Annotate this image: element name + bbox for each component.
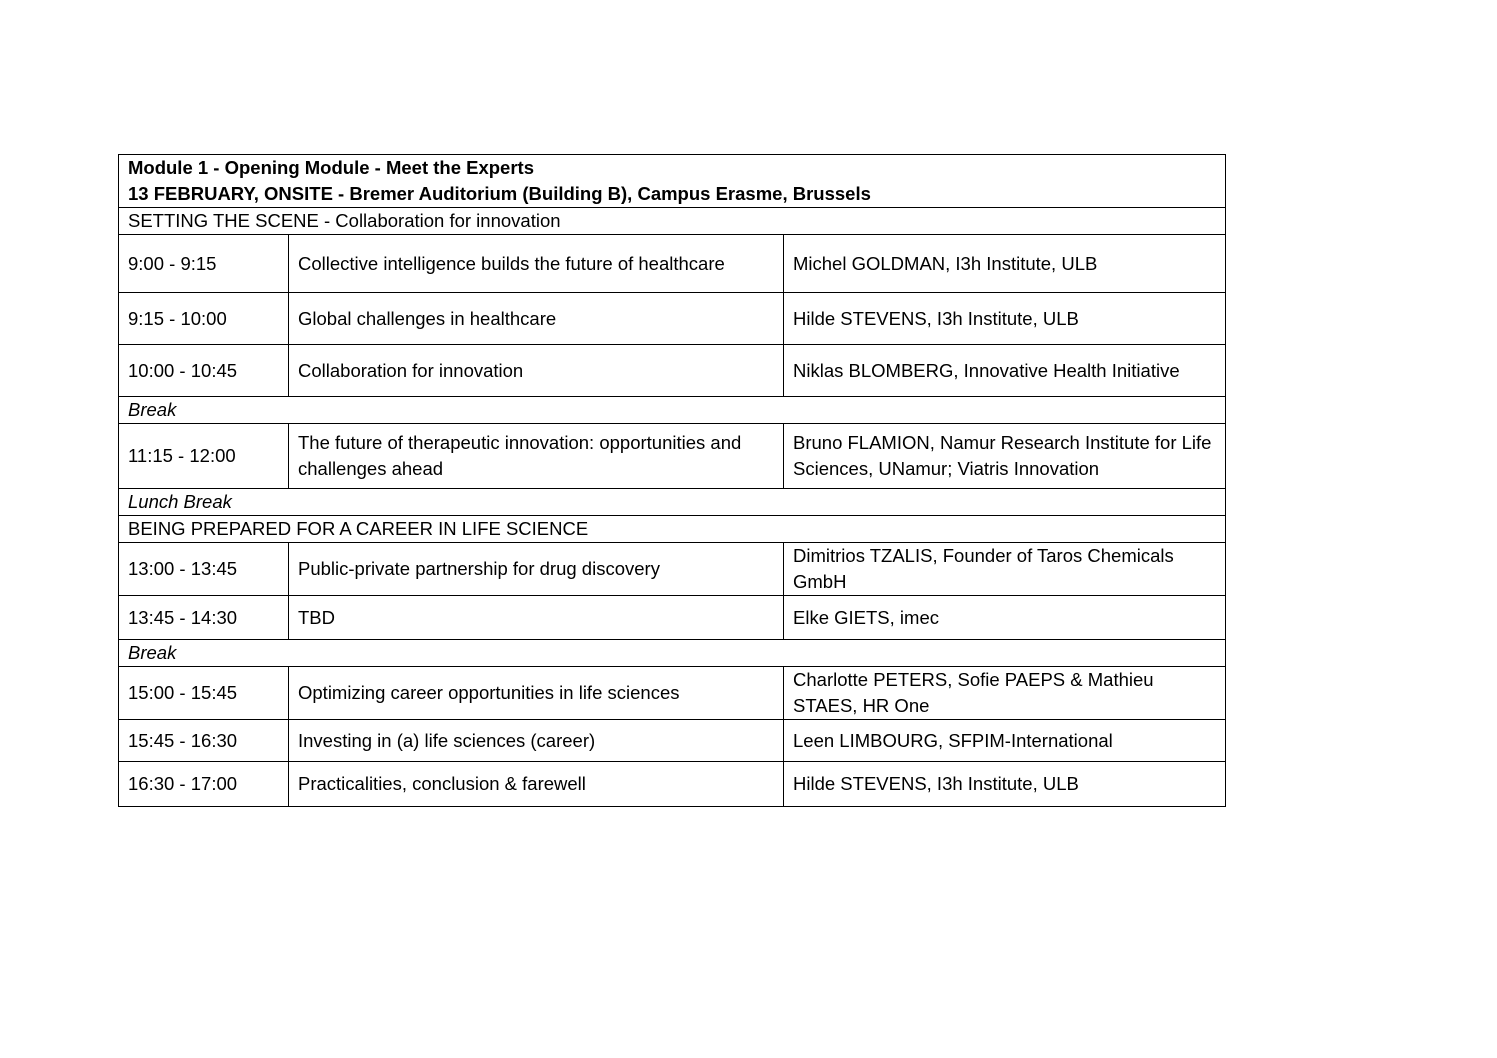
session-row — [119, 424, 1226, 489]
session-row — [119, 235, 1226, 293]
session-row — [119, 596, 1226, 640]
module-header-cell — [119, 155, 1226, 208]
session-speaker: Bruno FLAMION, Namur Research Institute for Life Sciences, UNamur; Viatris Innovation — [784, 424, 1226, 489]
session-time: 16:30 - 17:00 — [119, 762, 289, 807]
session-time: 10:00 - 10:45 — [119, 345, 289, 397]
session-time: 15:00 - 15:45 — [119, 667, 289, 720]
session-title: Investing in (a) life sciences (career) — [289, 720, 784, 762]
session-speaker: Hilde STEVENS, I3h Institute, ULB — [784, 762, 1226, 807]
session-title: Optimizing career opportunities in life sciences — [289, 667, 784, 720]
session-title: The future of therapeutic innovation: opportunities and challenges ahead — [289, 424, 784, 489]
section-row — [119, 208, 1226, 235]
lunch-break-label: Lunch Break — [119, 489, 1226, 516]
session-time: 15:45 - 16:30 — [119, 720, 289, 762]
break-row — [119, 640, 1226, 667]
session-title: Global challenges in healthcare — [289, 293, 784, 345]
break-label: Break — [119, 640, 1226, 667]
session-row — [119, 543, 1226, 596]
session-title: Collective intelligence builds the future of healthcare — [289, 235, 784, 293]
section-heading-career: BEING PREPARED FOR A CAREER IN LIFE SCIENCE — [119, 516, 1226, 543]
session-title: Collaboration for innovation — [289, 345, 784, 397]
session-time: 11:15 - 12:00 — [119, 424, 289, 489]
module-title: Module 1 - Opening Module - Meet the Experts — [128, 157, 534, 178]
session-speaker: Hilde STEVENS, I3h Institute, ULB — [784, 293, 1226, 345]
session-speaker: Michel GOLDMAN, I3h Institute, ULB — [784, 235, 1226, 293]
session-speaker: Charlotte PETERS, Sofie PAEPS & Mathieu STAES, HR One — [784, 667, 1226, 720]
break-label: Break — [119, 397, 1226, 424]
session-row — [119, 345, 1226, 397]
session-title: Practicalities, conclusion & farewell — [289, 762, 784, 807]
schedule-table — [118, 154, 1226, 807]
session-speaker: Dimitrios TZALIS, Founder of Taros Chemicals GmbH — [784, 543, 1226, 596]
section-heading-setting-the-scene: SETTING THE SCENE - Collaboration for innovation — [119, 208, 1226, 235]
section-row — [119, 516, 1226, 543]
module-date-location: 13 FEBRUARY, ONSITE - Bremer Auditorium (Building B), Campus Erasme, Brussels — [128, 183, 871, 204]
session-row — [119, 720, 1226, 762]
session-speaker: Elke GIETS, imec — [784, 596, 1226, 640]
session-speaker: Niklas BLOMBERG, Innovative Health Initiative — [784, 345, 1226, 397]
session-time: 9:00 - 9:15 — [119, 235, 289, 293]
module-header-row — [119, 155, 1226, 208]
session-title: Public-private partnership for drug discovery — [289, 543, 784, 596]
session-row — [119, 667, 1226, 720]
session-time: 13:45 - 14:30 — [119, 596, 289, 640]
session-time: 13:00 - 13:45 — [119, 543, 289, 596]
session-row — [119, 762, 1226, 807]
session-row — [119, 293, 1226, 345]
session-speaker: Leen LIMBOURG, SFPIM-International — [784, 720, 1226, 762]
session-title: TBD — [289, 596, 784, 640]
break-row — [119, 489, 1226, 516]
session-time: 9:15 - 10:00 — [119, 293, 289, 345]
break-row — [119, 397, 1226, 424]
